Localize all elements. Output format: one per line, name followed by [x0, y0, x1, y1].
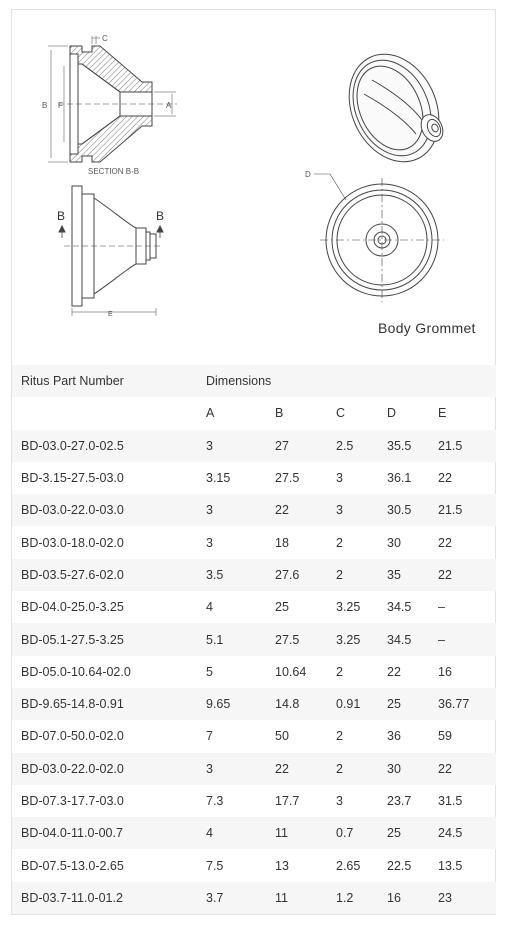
cell-dim-d: 36: [387, 729, 401, 744]
cell-dim-a: 3: [206, 535, 213, 550]
cell-dim-b: 27.5: [275, 471, 300, 486]
cell-part-number: BD-3.15-27.5-03.0: [21, 471, 124, 486]
col-header-a: A: [206, 406, 215, 421]
cell-dim-e: 31.5: [438, 794, 463, 808]
table-row: [12, 430, 496, 462]
cell-dim-e: 16: [438, 664, 452, 679]
cell-dim-e: 23: [429, 882, 496, 914]
cell-dim-d: 22: [387, 664, 401, 679]
cell-dim-a: 7.3: [206, 794, 224, 808]
subheader-empty: [12, 397, 197, 429]
cell-dim-a: 3: [197, 494, 266, 526]
cell-dim-c: 2.5: [327, 430, 378, 462]
cell-dim-e: 36.77: [429, 688, 496, 720]
cell-dim-b: 22: [266, 494, 327, 526]
cell-dim-e: 13.5: [438, 858, 463, 873]
cell-dim-e: 59: [438, 729, 452, 744]
table-row: [12, 720, 496, 752]
product-panel: [11, 9, 496, 915]
cell-dim-c: 3: [336, 471, 343, 486]
drawing-svg: [12, 10, 497, 362]
cell-dim-e: –: [438, 600, 445, 615]
table-row: [12, 526, 496, 558]
table-header-row: [12, 365, 496, 397]
cell-dim-a: 9.65: [197, 688, 266, 720]
cell-dim-c: 0.7: [327, 817, 378, 849]
cell-dim-d: 34.5: [378, 623, 429, 655]
cell-dim-b: 17.7: [275, 794, 300, 808]
cell-dim-c: 2: [327, 753, 378, 785]
cell-dim-a: 7: [206, 729, 213, 744]
cell-part-number: BD-03.0-22.0-02.0: [12, 753, 197, 785]
table-row: [12, 817, 496, 849]
table-row: [12, 753, 496, 785]
cell-dim-c: 2: [336, 535, 343, 550]
cell-part-number: BD-05.1-27.5-3.25: [12, 623, 197, 655]
col-header-d: D: [387, 406, 397, 421]
table-row: [12, 882, 496, 914]
cell-dim-b: 22: [266, 753, 327, 785]
col-header-b: B: [275, 406, 284, 421]
cell-dim-c: 2: [327, 559, 378, 591]
dim-label-e: E: [108, 311, 113, 318]
cell-dim-e: 22: [429, 753, 496, 785]
table-row: [12, 559, 496, 591]
cell-dim-b: 50: [275, 729, 289, 744]
cell-part-number: BD-9.65-14.8-0.91: [12, 688, 197, 720]
section-marker-right: B: [156, 209, 165, 223]
cell-dim-e: 21.5: [429, 494, 496, 526]
cell-dim-b: 11: [266, 882, 327, 914]
dim-label-a: A: [166, 101, 172, 110]
cell-dim-b: 25: [275, 600, 289, 615]
table-row: [12, 494, 496, 526]
cell-dim-d: 16: [378, 882, 429, 914]
cell-dim-a: 7.5: [206, 858, 224, 873]
cell-dim-c: 2.65: [336, 858, 361, 873]
table-row: [12, 591, 496, 623]
cell-dim-b: 13: [275, 858, 289, 873]
cell-part-number: BD-07.3-17.7-03.0: [21, 794, 124, 808]
cell-part-number: BD-04.0-11.0-00.7: [12, 817, 197, 849]
cell-part-number: BD-07.5-13.0-2.65: [21, 858, 124, 873]
cell-part-number: BD-03.0-27.0-02.5: [12, 430, 197, 462]
cell-dim-d: 35.5: [378, 430, 429, 462]
dim-label-b: B: [42, 101, 48, 110]
cell-dim-d: 35: [378, 559, 429, 591]
cell-dim-c: 2: [336, 729, 343, 744]
cell-dim-d: 23.7: [387, 794, 412, 808]
cell-part-number: BD-07.0-50.0-02.0: [21, 729, 124, 744]
front-view: [314, 174, 444, 302]
cell-part-number: BD-03.0-22.0-03.0: [12, 494, 197, 526]
section-view: [48, 36, 177, 162]
cell-dim-b: 27: [266, 430, 327, 462]
cell-dim-c: 3: [336, 794, 343, 808]
table-row: [12, 623, 496, 655]
cell-dim-e: 22: [429, 559, 496, 591]
cell-dim-d: 22.5: [387, 858, 412, 873]
isometric-view: [332, 39, 455, 176]
cell-dim-b: 10.64: [275, 664, 307, 679]
cell-dim-a: 3.5: [197, 559, 266, 591]
cell-dim-b: 11: [266, 817, 327, 849]
section-label: SECTION B-B: [88, 167, 140, 176]
table-body: [12, 430, 496, 914]
technical-drawing: [12, 10, 497, 362]
cell-dim-d: 30: [378, 753, 429, 785]
col-header-e: E: [438, 406, 447, 421]
cell-dim-e: 24.5: [429, 817, 496, 849]
cell-dim-d: 25: [378, 688, 429, 720]
cell-dim-c: 0.91: [327, 688, 378, 720]
dim-label-f: F: [58, 101, 63, 110]
figure-caption: Body Grommet: [378, 320, 476, 336]
cell-dim-b: 27.6: [266, 559, 327, 591]
table-row: [12, 462, 496, 494]
side-view: [59, 186, 163, 316]
cell-dim-e: 22: [438, 471, 452, 486]
dimensions-table: [12, 365, 496, 914]
header-dimensions: Dimensions: [197, 365, 496, 397]
cell-dim-d: 34.5: [387, 600, 412, 615]
cell-dim-d: 30: [387, 535, 401, 550]
dim-label-d: D: [305, 170, 311, 179]
cell-dim-d: 36.1: [387, 471, 412, 486]
cell-dim-a: 5.1: [197, 623, 266, 655]
cell-dim-e: 22: [438, 535, 452, 550]
section-marker-left: B: [57, 209, 66, 223]
cell-dim-a: 4: [206, 600, 213, 615]
cell-dim-d: 25: [378, 817, 429, 849]
cell-part-number: BD-03.0-18.0-02.0: [21, 535, 124, 550]
cell-part-number: BD-05.0-10.64-02.0: [21, 664, 131, 679]
table-row: [12, 785, 496, 817]
table-row: [12, 688, 496, 720]
cell-dim-c: 3: [327, 494, 378, 526]
cell-part-number: BD-03.7-11.0-01.2: [12, 882, 197, 914]
cell-dim-b: 18: [275, 535, 289, 550]
cell-dim-e: –: [429, 623, 496, 655]
cell-dim-a: 3: [197, 430, 266, 462]
col-header-c: C: [336, 406, 346, 421]
cell-dim-c: 3.25: [336, 600, 361, 615]
table-subheader-row: [12, 397, 496, 429]
cell-part-number: BD-04.0-25.0-3.25: [21, 600, 124, 615]
cell-dim-d: 30.5: [378, 494, 429, 526]
dim-label-c: C: [102, 34, 108, 43]
header-part-number: Ritus Part Number: [12, 365, 197, 397]
table-row: [12, 849, 496, 881]
cell-dim-b: 27.5: [266, 623, 327, 655]
cell-dim-c: 2: [336, 664, 343, 679]
cell-dim-c: 1.2: [327, 882, 378, 914]
cell-dim-a: 3: [197, 753, 266, 785]
cell-dim-b: 14.8: [266, 688, 327, 720]
cell-dim-e: 21.5: [429, 430, 496, 462]
cell-part-number: BD-03.5-27.6-02.0: [12, 559, 197, 591]
cell-dim-c: 3.25: [327, 623, 378, 655]
cell-dim-a: 3.15: [206, 471, 231, 486]
cell-dim-a: 4: [197, 817, 266, 849]
table-row: [12, 656, 496, 688]
cell-dim-a: 5: [206, 664, 213, 679]
cell-dim-a: 3.7: [197, 882, 266, 914]
